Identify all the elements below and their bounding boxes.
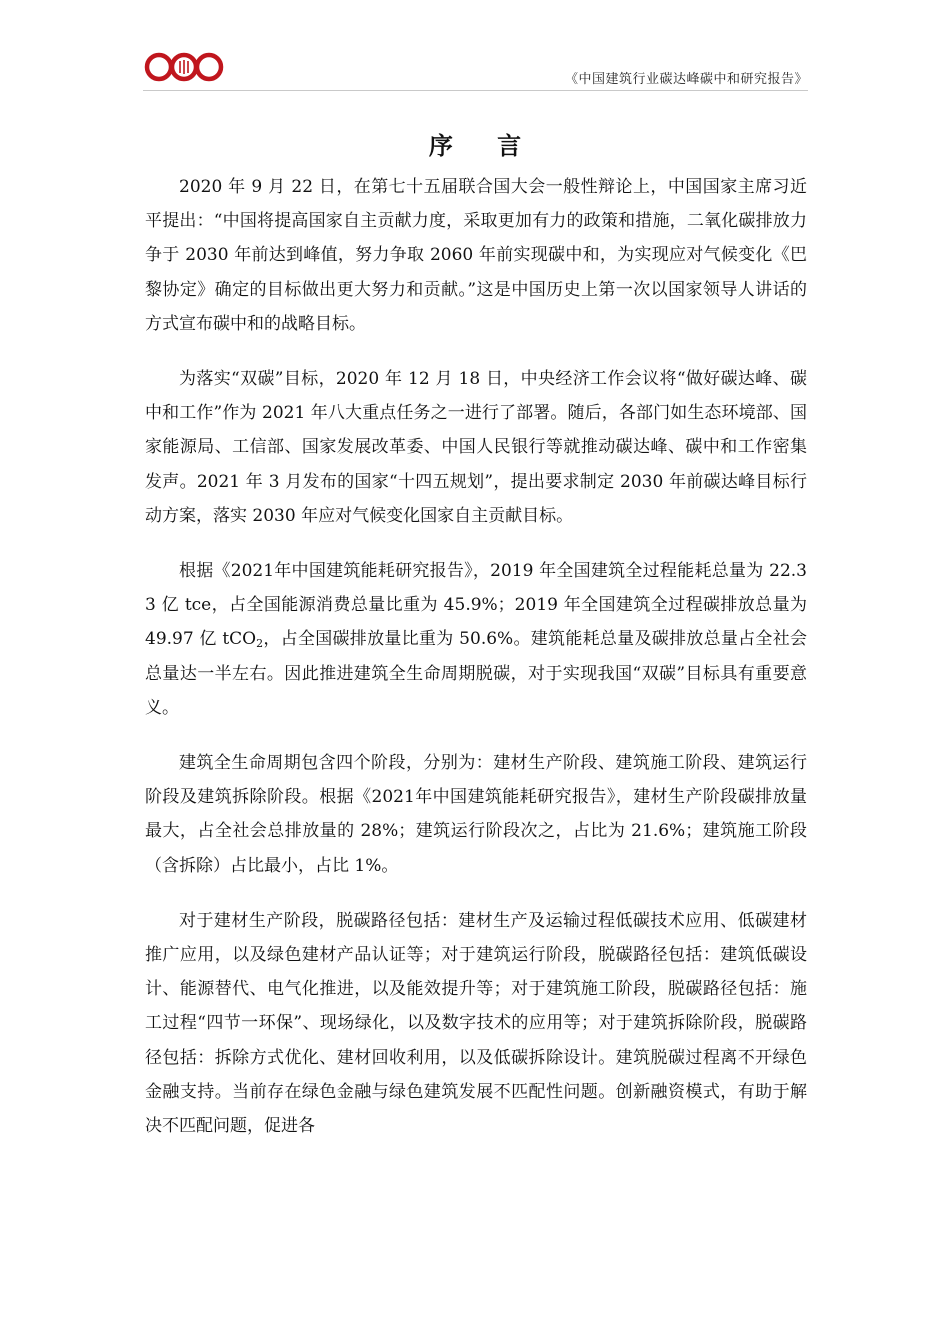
paragraph-3-text-b: ，占全国碳排放量比重为 50.6%。建筑能耗总量及碳排放总量占全社会总量达一半左右。因此推进建筑全生命周期脱碳，对于实现我国“双碳”目标具有重要意义。 <box>145 629 807 718</box>
paragraph-3-text-a: 根据《2021年中国建筑能耗研究报告》，2019 年全国建筑全过程能耗总量为 22.33 亿 tce，占全国能源消费总量比重为 45.9%；2019 年全国建筑全过程碳排放总量为 49.97 亿 tCO <box>145 561 807 650</box>
paragraph-3 <box>145 554 807 725</box>
paragraph-2: 为落实“双碳”目标，2020 年 12 月 18 日，中央经济工作会议将“做好碳达峰、碳中和工作”作为 2021 年八大重点任务之一进行了部署。随后，各部门如生态环境部、国家能源局、工信部、国家发展改革委、中国人民银行等就推动碳达峰、碳中和工作密集发声。2021 年 3 月发布的国家“十四五规划”，提出要求制定 2030 年前碳达峰目标行动方案，落实 2030 年应对气候变化国家自主贡献目标。 <box>145 369 807 526</box>
paragraph-4: 建筑全生命周期包含四个阶段，分别为：建材生产阶段、建筑施工阶段、建筑运行阶段及建筑拆除阶段。根据《2021年中国建筑能耗研究报告》，建材生产阶段碳排放量最大，占全社会总排放量的 28%；建筑运行阶段次之，占比为 21.6%；建筑施工阶段（含拆除）占比最小，占比 1%。 <box>145 753 807 876</box>
three-rings-logo-icon <box>143 50 225 84</box>
paragraph-1: 2020 年 9 月 22 日，在第七十五届联合国大会一般性辩论上，中国国家主席习近平提出：“中国将提高国家自主贡献力度，采取更加有力的政策和措施，二氧化碳排放力争于 2030 年前达到峰值，努力争取 2060 年前实现碳中和，为实现应对气候变化《巴黎协定》确定的目标做出更大努力和贡献。”这是中国历史上第一次以国家领导人讲话的方式宣布碳中和的战略目标。 <box>145 177 807 334</box>
page-title: 序 言 <box>428 131 540 160</box>
running-title: 《中国建筑行业碳达峰碳中和研究报告》 <box>564 72 808 87</box>
co2-subscript: 2 <box>256 637 264 651</box>
document-body <box>145 170 807 1164</box>
page-header <box>143 48 808 91</box>
paragraph-5: 对于建材生产阶段，脱碳路径包括：建材生产及运输过程低碳技术应用、低碳建材推广应用，以及绿色建材产品认证等；对于建筑运行阶段，脱碳路径包括：建筑低碳设计、能源替代、电气化推进，以及能效提升等；对于建筑施工阶段，脱碳路径包括：施工过程“四节一环保”、现场绿化，以及数字技术的应用等；对于建筑拆除阶段，脱碳路径包括：拆除方式优化、建材回收利用，以及低碳拆除设计。建筑脱碳过程离不开绿色金融支持。当前存在绿色金融与绿色建筑发展不匹配性问题。创新融资模式，有助于解决不匹配问题，促进各 <box>145 910 807 1137</box>
